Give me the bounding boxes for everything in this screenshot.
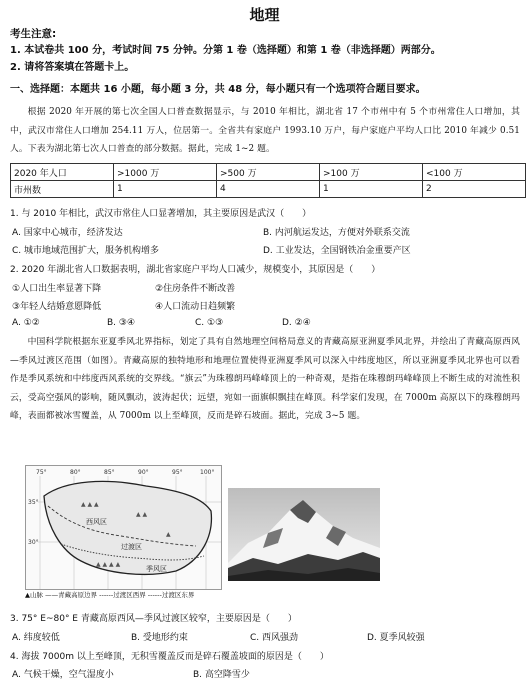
map-graphic: [26, 466, 221, 589]
map-region-label: 季风区: [146, 565, 167, 573]
table-cell: 2020 年人口: [11, 164, 114, 181]
plateau-map: [25, 465, 222, 590]
notice-item-2: 2. 请将答案填在答题卡上。: [10, 62, 135, 73]
table-cell: 4: [217, 181, 320, 198]
question-2-option-d: D. ②④: [282, 318, 311, 328]
table-cell: <100 万: [423, 164, 526, 181]
question-1-option-d: D. 工业发达，全国钢铁冶金重要产区: [263, 246, 411, 256]
mountain-photo-graphic: [228, 488, 380, 581]
lat-label: 35°: [28, 499, 39, 506]
question-1-option-c: C. 城市地域范围扩大，服务机构增多: [12, 246, 160, 256]
table-cell: 2: [423, 181, 526, 198]
question-2-statement-2: ②住房条件不断改善: [155, 284, 236, 294]
question-3-option-d: D. 夏季风较强: [367, 633, 425, 643]
question-2-option-c: C. ①③: [195, 318, 224, 328]
question-3-option-b: B. 受地形约束: [131, 633, 188, 643]
question-1-option-a: A. 国家中心城市，经济发达: [12, 228, 123, 238]
question-4-stem: 4. 海拔 7000m 以上至峰顶，无积雪覆盖反而是碎石覆盖坡面的原因是（ ）: [10, 652, 329, 662]
table-row: [11, 181, 526, 198]
plateau-boundary: [44, 481, 211, 574]
table-cell: >100 万: [320, 164, 423, 181]
population-table: [10, 163, 526, 198]
question-2-statement-4: ④人口流动日趋频繁: [155, 302, 236, 312]
question-2-statement-3: ③年轻人结婚意愿降低: [12, 302, 102, 312]
lon-label: 100°: [200, 469, 215, 476]
map-region-label: 过渡区: [121, 543, 142, 551]
lon-label: 75°: [36, 469, 47, 476]
question-2-stem: 2. 2020 年湖北省人口数据表明，湖北省家庭户平均人口减少，规模变小，其原因是（ ）: [10, 265, 381, 275]
table-cell: 市州数: [11, 181, 114, 198]
table-header-row: [11, 164, 526, 181]
passage-2: 中国科学院根据东亚夏季风北界指标，划定了具有自然地理空间格局意义的青藏高原亚洲夏季风北界，并绘出了青藏高原西风—季风过渡区范围（如图）。青藏高原的独特地形和地理位置使得亚洲夏季风可以深入中纬度地区，所以亚洲夏季风北界也可以看作是季风系统和中纬度西风系统的交界线。“旗云”为珠穆朗玛峰峰顶上的一种奇观，是指在珠穆朗玛峰峰顶上不断生成的对流性积云，受高空强风的影响，随风飘动，波涛起伏；远望，宛如一面旗帜飘挂在峰顶。科学家们发现，在 7000m 高原以下的珠穆朗玛峰，表面都被冰雪覆盖，从 7000m 以上至峰顶，反而是碎石坡面。据此，完成 3~5 题。: [10, 337, 520, 421]
map-region-label: 西风区: [86, 518, 107, 526]
question-3-option-c: C. 西风强劲: [250, 633, 299, 643]
question-1-option-b: B. 内河航运发达，方便对外联系交流: [263, 228, 410, 238]
svg-text:▲ ▲ ▲ ▲: ▲ ▲ ▲ ▲: [96, 561, 121, 568]
table-cell: >500 万: [217, 164, 320, 181]
mountain-photo: [228, 488, 380, 581]
question-1-stem: 1. 与 2010 年相比，武汉市常住人口显著增加，其主要原因是武汉（ ）: [10, 209, 312, 219]
lon-label: 80°: [70, 469, 81, 476]
section-heading: 一、选择题：本题共 16 小题，每小题 3 分，共 48 分，每小题只有一个选项符合题目要求。: [10, 84, 426, 95]
lon-label: 85°: [104, 469, 115, 476]
svg-text:▲ ▲: ▲ ▲: [136, 511, 148, 518]
page-title: 地理: [249, 6, 280, 24]
table-cell: 1: [114, 181, 217, 198]
question-4-option-a: A. 气候干燥，空气湿度小: [12, 670, 114, 680]
map-legend: ▲山脉 ——青藏高原边界 ------过渡区西界 ------过渡区东界: [25, 591, 195, 599]
question-2-option-b: B. ③④: [107, 318, 136, 328]
lat-label: 30°: [28, 539, 39, 546]
question-4-option-b: B. 高空降雪少: [193, 670, 250, 680]
question-3-option-a: A. 纬度较低: [12, 633, 60, 643]
notice-item-1: 1. 本试卷共 100 分，考试时间 75 分钟。分第 1 卷（选择题）和第 1 卷（非选择题）两部分。: [10, 45, 441, 56]
question-2-statement-1: ①人口出生率显著下降: [12, 284, 102, 294]
svg-text:▲: ▲: [166, 531, 171, 538]
table-cell: 1: [320, 181, 423, 198]
lon-label: 95°: [172, 469, 183, 476]
question-3-stem: 3. 75° E~80° E 青藏高原西风—季风过渡区较窄，主要原因是（ ）: [10, 614, 297, 624]
svg-text:▲ ▲ ▲: ▲ ▲ ▲: [81, 501, 99, 508]
question-2-option-a: A. ①②: [12, 318, 40, 328]
lon-label: 90°: [138, 469, 149, 476]
notice-heading: 考生注意:: [10, 28, 57, 40]
passage-1: 根据 2020 年开展的第七次全国人口普查数据显示，与 2010 年相比，湖北省 17 个市州中有 5 个市州常住人口增加，其中，武汉市常住人口增加 254.11 万人，位居第一。全省共有家庭户 1993.10 万户，每户家庭户平均人口比 2010 年减少 0.51 人。下表为湖北第七次人口普查的部分数据。据此，完成 1~2 题。: [10, 107, 520, 154]
table-cell: >1000 万: [114, 164, 217, 181]
